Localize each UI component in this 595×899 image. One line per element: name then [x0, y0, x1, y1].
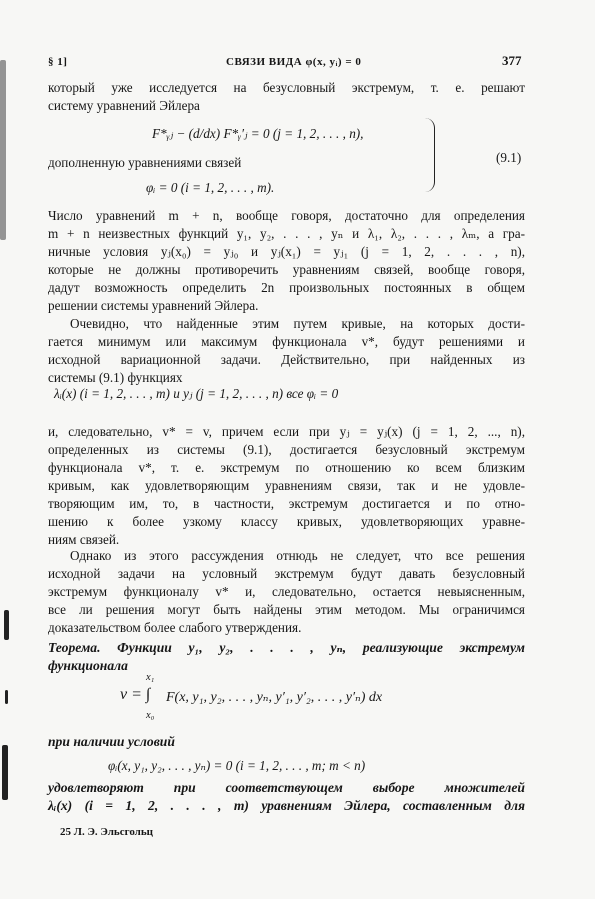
theorem-line: функционала [48, 658, 128, 673]
euler-equation: F*ᵧⱼ − (d/dx) F*ᵧ′ⱼ = 0 (j = 1, 2, . . . , n), [152, 126, 364, 141]
scan-smudge [2, 745, 8, 800]
text-line: ничные условия yⱼ(x₀) = yⱼ₀ и yⱼ(x₁) = yⱼ₁ (j = 1, 2, . . . , n), [48, 244, 525, 259]
page-number: 377 [502, 53, 522, 68]
text-line: все ли решения могут быть найдены этим методом. Мы ограничимся [48, 602, 525, 617]
text-line: систему уравнений Эйлера [48, 98, 200, 113]
text-line: который уже исследуется на безусловный экстремум, т. е. решают [48, 80, 525, 95]
text-line: Число уравнений m + n, вообще говоря, достаточно для определения [48, 208, 525, 223]
text-line: гается минимум или максимум функционала v*, будут решениями и [48, 334, 525, 349]
text-line: кривым, как удовлетворяющим уравнениям связи, так и не удовле- [48, 478, 525, 493]
integral-lower-limit: x₀ [146, 710, 155, 721]
theorem-line: λᵢ(x) (i = 1, 2, . . . , m) уравнениям Эйлера, составленным для [48, 798, 525, 813]
scan-smudge [5, 690, 8, 704]
text-line: Однако из этого рассуждения отнюдь не следует, что все решения [70, 548, 525, 563]
integral-body: F(x, y₁, y₂, . . . , yₙ, y′₁, y′₂, . . . , y′ₙ) dx [166, 690, 383, 705]
theorem-line: удовлетворяют при соответствующем выборе множителей [48, 780, 525, 795]
text-line: и, следовательно, v* = v, причем если при yⱼ = yⱼ(x) (j = 1, 2, ..., n), [48, 424, 525, 439]
right-brace [424, 118, 435, 192]
integral-lhs: v = ∫ [120, 686, 151, 703]
text-line: которые не должны противоречить уравнениям связей, вообще говоря, [48, 262, 525, 277]
section-marker: § 1] [48, 56, 68, 68]
text-line: шению к более узкому классу кривых, удовлетворяющих уравне- [48, 514, 525, 529]
scan-smudge [0, 60, 6, 240]
theorem-line: при наличии условий [48, 734, 175, 749]
text-line: Очевидно, что найденные этим путем кривые, на которых дости- [70, 316, 525, 331]
text-line: дополненную уравнениями связей [48, 155, 242, 170]
integral-upper-limit: x₁ [146, 672, 155, 683]
text-line: m + n неизвестных функций y₁, y₂, . . . , yₙ и λ₁, λ₂, . . . , λₘ, а гра- [48, 226, 525, 241]
text-line: ниям связей. [48, 532, 120, 547]
constraint-equation: φᵢ = 0 (i = 1, 2, . . . , m). [146, 180, 275, 195]
scan-smudge [4, 610, 9, 640]
text-line: экстремум функционалу v* и, следовательно, остается невыясненным, [48, 584, 525, 599]
text-line: исходной задачи на условный экстремум будут давать безусловный [48, 566, 525, 581]
text-line: функционала v*, т. е. экстремум по отношению ко всем близким [48, 460, 525, 475]
text-line: исходной вариационной задачи. Действительно, при найденных из [48, 352, 525, 367]
text-line: доказательством более слабого утверждения. [48, 620, 302, 635]
constraint-condition: φᵢ(x, y₁, y₂, . . . , yₙ) = 0 (i = 1, 2, . . . , m; m < n) [108, 758, 366, 773]
text-line: определенных из системы (9.1), достигается безусловный экстремум [48, 442, 525, 457]
equation-number: (9.1) [496, 150, 522, 165]
text-line: творяющим им, то, в частности, экстремум достигается и по отно- [48, 496, 525, 511]
text-line: решении системы уравнений Эйлера. [48, 298, 259, 313]
text-line: дадут возможность определить 2n произвольных постоянных в общем [48, 280, 525, 295]
printer-signature: 25 Л. Э. Эльсгольц [60, 826, 153, 838]
running-title: СВЯЗИ ВИДА φ(x, yᵢ) = 0 [226, 56, 362, 68]
text-line: системы (9.1) функциях [48, 370, 183, 385]
theorem-line: Теорема. Функции y₁, y₂, . . . , yₙ, реализующие экстремум [48, 640, 525, 655]
multipliers-equation: λᵢ(x) (i = 1, 2, . . . , m) и yⱼ (j = 1, 2, . . . , n) все φᵢ = 0 [54, 386, 339, 401]
